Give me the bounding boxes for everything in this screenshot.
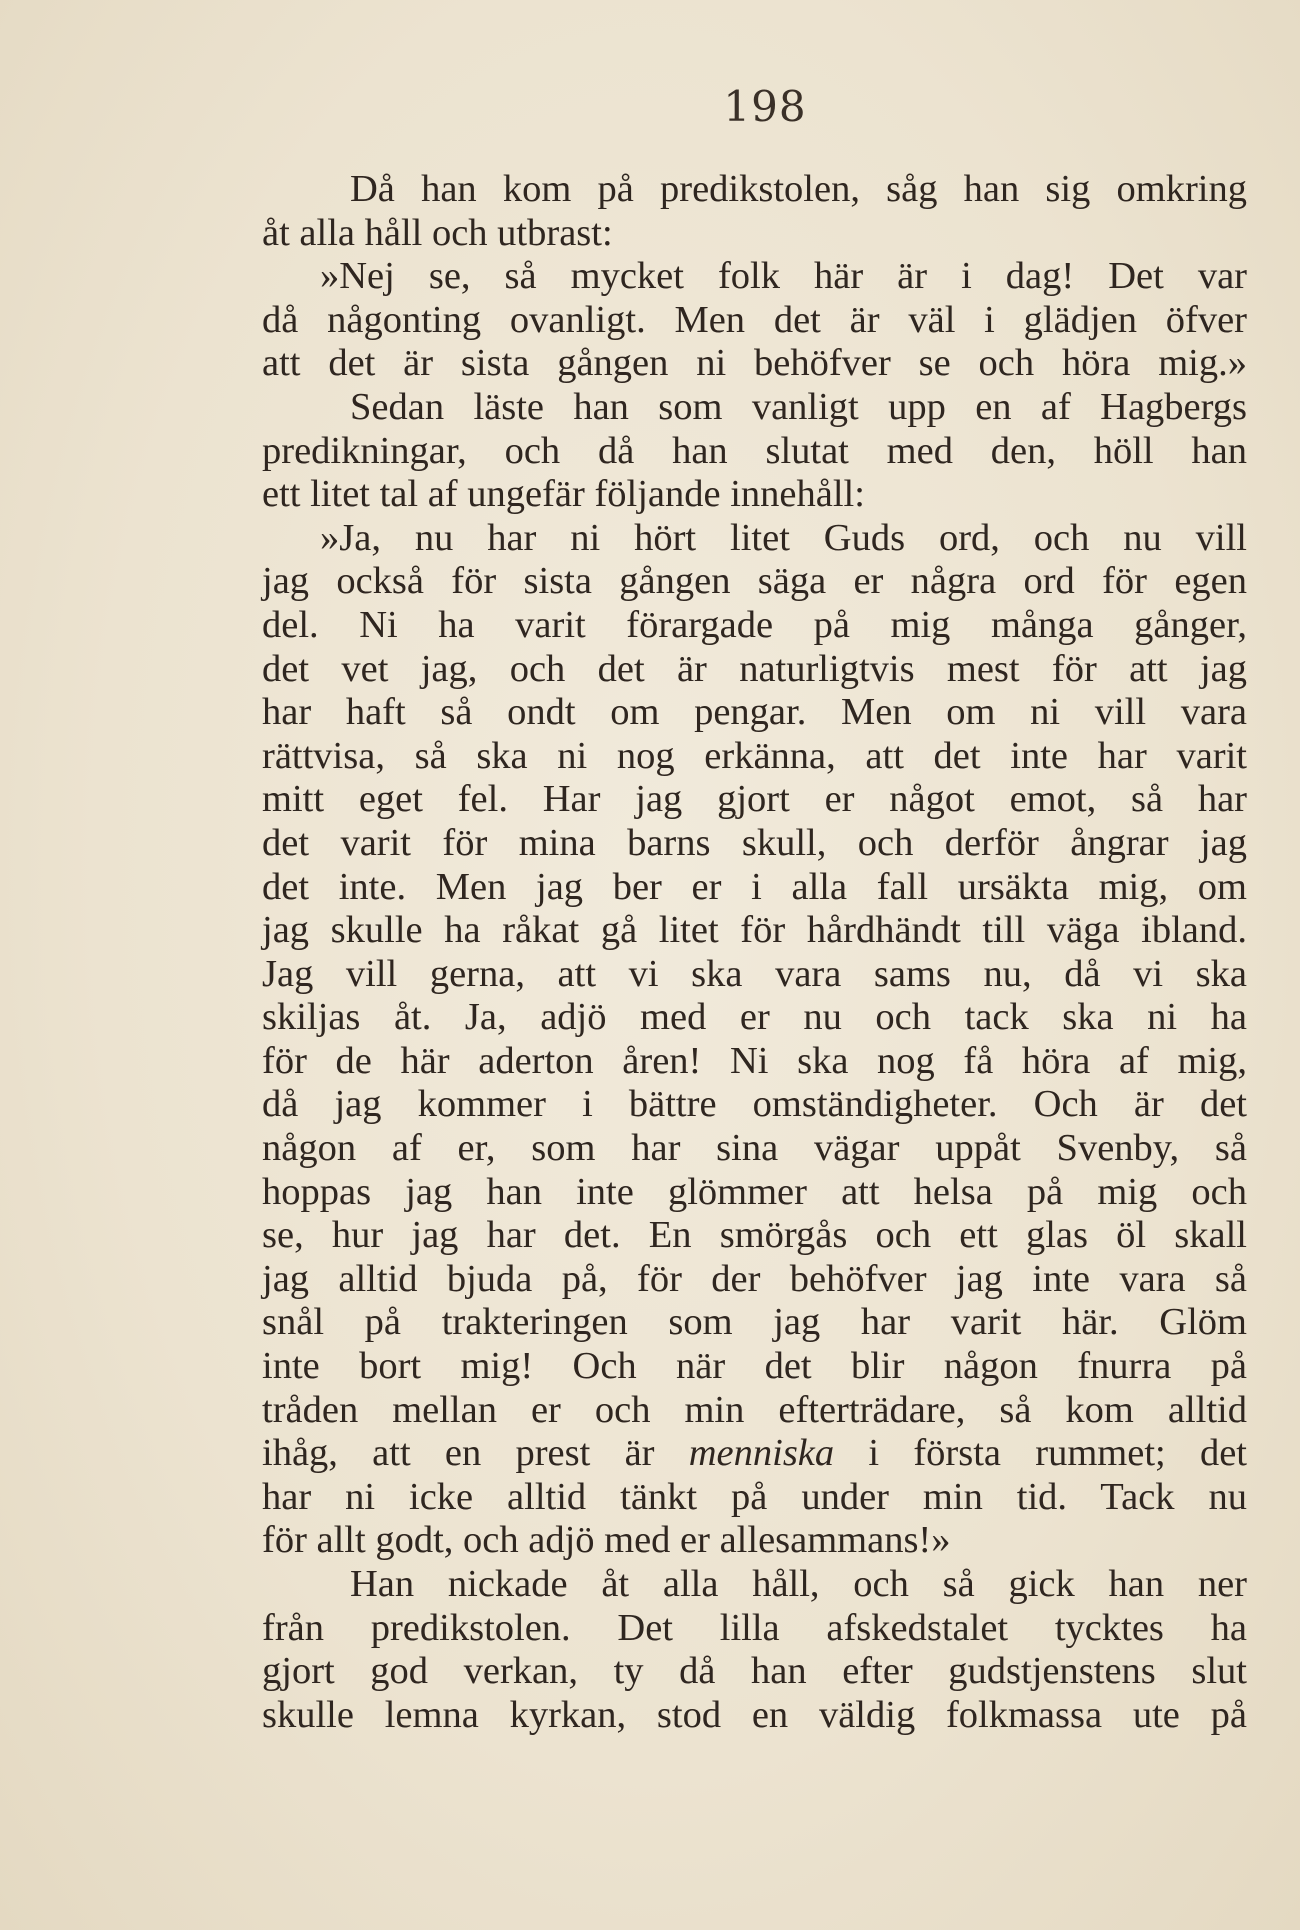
text-line: »Nej se, så mycket folk här är i dag! Det var <box>320 255 1247 298</box>
text-line: det inte. Men jag ber er i alla fall ursäkta mig, om <box>262 865 1247 908</box>
text-line: det vet jag, och det är naturligtvis mest för att jag <box>262 647 1247 690</box>
text-line: Han nickade åt alla håll, och så gick han ner <box>350 1563 1247 1605</box>
text-line: ett litet tal af ungefär följande innehåll: <box>262 473 865 516</box>
text-line: för allt godt, och adjö med er allesammans!» <box>262 1519 951 1562</box>
text-line: det varit för mina barns skull, och derför ångrar jag <box>262 821 1247 864</box>
text-line: hoppas jag han inte glömmer att helsa på mig och <box>262 1170 1247 1213</box>
text-line: jag också för sista gången säga er några ord för egen <box>262 560 1247 603</box>
text-line: se, hur jag har det. En smörgås och ett glas öl skall <box>262 1214 1247 1257</box>
text-segment: ihåg, att en prest är <box>262 1432 655 1475</box>
text-line: för de här aderton åren! Ni ska nog få höra af mig, <box>262 1039 1247 1082</box>
text-line: skiljas åt. Ja, adjö med er nu och tack ska ni ha <box>262 996 1247 1039</box>
text-line: del. Ni ha varit förargade på mig många gånger, <box>262 603 1247 646</box>
text-line: gjort god verkan, ty då han efter gudstjenstens slut <box>262 1650 1247 1693</box>
text-line: jag alltid bjuda på, för der behöfver jag inte vara så <box>262 1257 1247 1300</box>
text-line: rättvisa, så ska ni nog erkänna, att det inte har varit <box>262 734 1247 777</box>
text-line: inte bort mig! Och när det blir någon fnurra på <box>262 1345 1247 1388</box>
text-segment: i första rummet; det <box>868 1432 1247 1475</box>
text-line: då jag kommer i bättre omständigheter. Och är det <box>262 1083 1247 1126</box>
text-line-mixed <box>262 1432 1247 1476</box>
text-line: jag skulle ha råkat gå litet för hårdhändt till väga ibland. <box>262 909 1247 952</box>
text-line: snål på trakteringen som jag har varit här. Glöm <box>262 1301 1247 1344</box>
italic-word: menniska <box>688 1432 835 1475</box>
text-line: Då han kom på predikstolen, såg han sig omkring <box>350 168 1247 210</box>
text-line: har haft så ondt om pengar. Men om ni vill vara <box>262 691 1247 734</box>
page-number: 198 <box>723 82 807 131</box>
text-line: åt alla håll och utbrast: <box>262 211 613 254</box>
text-line: från predikstolen. Det lilla afskedstalet tycktes ha <box>262 1606 1247 1649</box>
text-line: Sedan läste han som vanligt upp en af Hagbergs <box>350 385 1247 428</box>
text-line: Jag vill gerna, att vi ska vara sams nu, då vi ska <box>262 952 1247 995</box>
text-line: skulle lemna kyrkan, stod en väldig folkmassa ute på <box>262 1693 1247 1736</box>
text-line: »Ja, nu har ni hört litet Guds ord, och nu vill <box>320 516 1247 559</box>
text-line: mitt eget fel. Har jag gjort er något emot, så har <box>262 778 1247 821</box>
text-line: att det är sista gången ni behöfver se och höra mig.» <box>262 342 1247 385</box>
text-line: tråden mellan er och min efterträdare, så kom alltid <box>262 1388 1247 1431</box>
text-line: predikningar, och då han slutat med den, höll han <box>262 429 1247 472</box>
body-text <box>262 168 1247 1737</box>
text-line: någon af er, som har sina vägar uppåt Svenby, så <box>262 1127 1247 1170</box>
text-line: har ni icke alltid tänkt på under min tid. Tack nu <box>262 1475 1247 1518</box>
text-line: då någonting ovanligt. Men det är väl i glädjen öfver <box>262 298 1247 341</box>
